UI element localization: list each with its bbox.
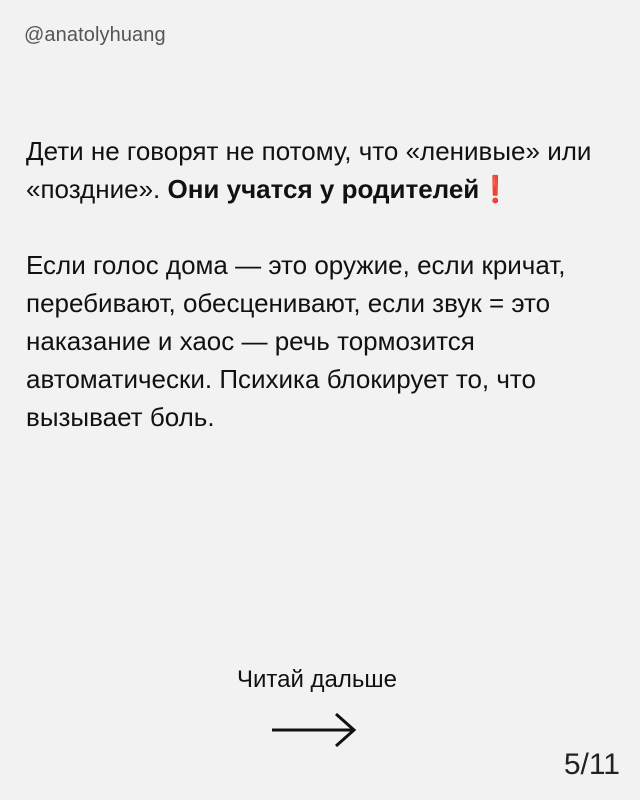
paragraph-one-bold: Они учатся у родителей xyxy=(167,174,480,204)
paragraph-two: Если голос дома — это оружие, если кричат, перебивают, обесценивают, если звук = это наказание и хаос — речь тормозится автоматически. Психика блокирует то, что вызывает боль. xyxy=(26,250,566,432)
exclamation-mark: ❗ xyxy=(479,174,512,204)
paragraph-one-plain: Дети не говорят не потому, что «ленивые» или «поздние». xyxy=(26,136,592,204)
author-handle: @anatolyhuang xyxy=(24,24,166,46)
page-counter: 5/11 xyxy=(563,748,620,781)
paragraph-one xyxy=(26,132,618,208)
cta-row xyxy=(0,666,640,694)
slide-body xyxy=(26,132,618,436)
cta-label: Читай дальше xyxy=(236,666,397,693)
arrow-right-icon xyxy=(0,708,640,757)
